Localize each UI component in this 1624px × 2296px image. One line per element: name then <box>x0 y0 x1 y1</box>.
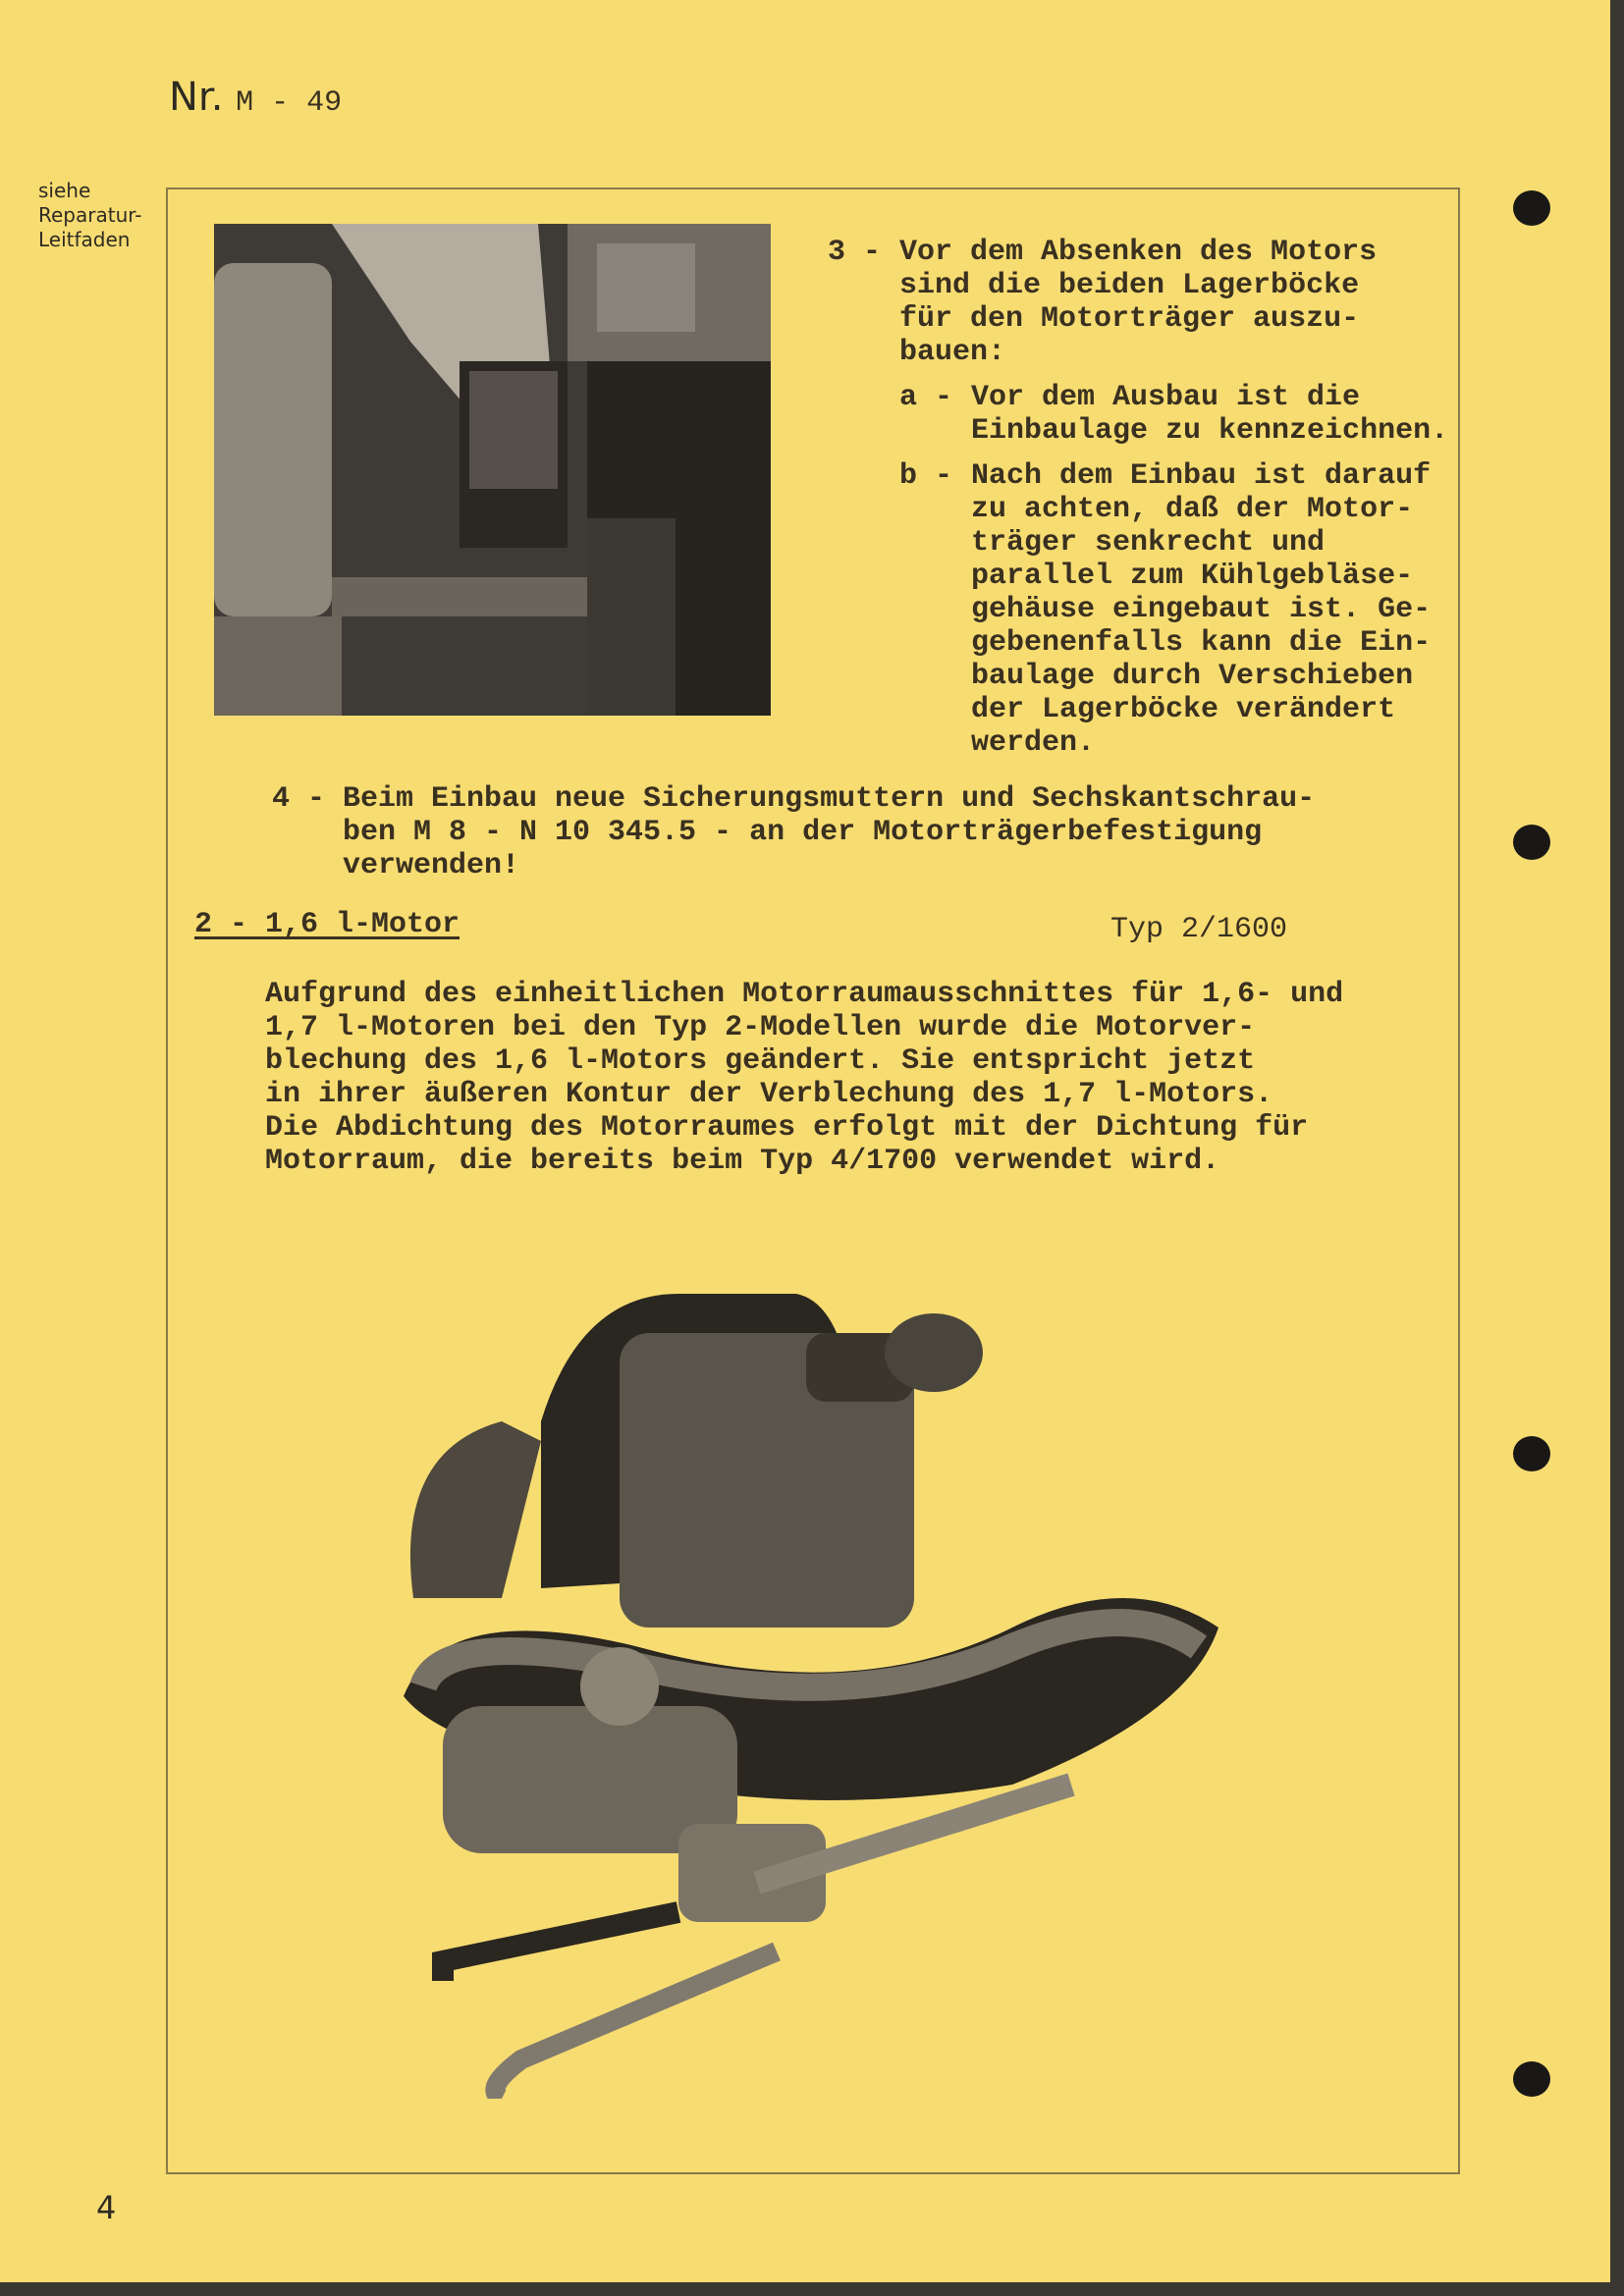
text-line: sind die beiden Lagerböcke <box>899 269 1360 302</box>
text-line: für den Motorträger auszu- <box>899 302 1360 336</box>
text-line: ben M 8 - N 10 345.5 - an der Motorträgerbefestigung <box>343 816 1263 849</box>
section-paragraph <box>265 978 1343 1178</box>
substep-label: a - <box>899 381 953 414</box>
type-label: Typ 2/1600 <box>1110 913 1288 946</box>
text-line: in ihrer äußeren Kontur der Verblechung des 1,7 l-Motors. <box>265 1078 1273 1111</box>
margin-note-line: Reparatur- <box>38 203 142 227</box>
text-line: Motorraum, die bereits beim Typ 4/1700 verwendet wird. <box>265 1145 1220 1178</box>
step-number: 3 - <box>828 236 882 269</box>
text-line: Aufgrund des einheitlichen Motorraumausschnittes für 1,6- und <box>265 978 1344 1011</box>
document-number <box>169 75 342 120</box>
page-number: 4 <box>96 2189 117 2226</box>
margin-note <box>38 179 141 252</box>
text-line: Die Abdichtung des Motorraumes erfolgt mit der Dichtung für <box>265 1111 1309 1145</box>
substep-label: b - <box>899 459 953 493</box>
text-line: Nach dem Einbau ist darauf <box>971 459 1432 493</box>
step-number: 4 - <box>272 782 326 816</box>
nr-label: Nr. <box>169 75 224 120</box>
text-line: Einbaulage zu kennzeichnen. <box>971 414 1449 448</box>
text-line: träger senkrecht und <box>971 526 1326 560</box>
section-heading: 2 - 1,6 l-Motor <box>194 908 460 941</box>
text-line: parallel zum Kühlgebläse- <box>971 560 1414 593</box>
text-line: werden. <box>971 726 1096 760</box>
step-4 <box>272 782 1315 882</box>
punch-hole <box>1513 1436 1550 1471</box>
engine-mount-photo <box>214 224 771 716</box>
text-line: der Lagerböcke verändert <box>971 693 1396 726</box>
margin-note-line: siehe <box>38 179 91 202</box>
nr-value: M - 49 <box>236 86 343 120</box>
text-line: 1,7 l-Motoren bei den Typ 2-Modellen wurde die Motorver- <box>265 1011 1256 1044</box>
text-line: Vor dem Absenken des Motors <box>899 236 1378 269</box>
margin-note-line: Leitfaden <box>38 228 131 251</box>
punch-hole <box>1513 2061 1550 2097</box>
text-line: bauen: <box>899 336 1006 369</box>
text-line: Vor dem Ausbau ist die <box>971 381 1361 414</box>
text-line: gebenenfalls kann die Ein- <box>971 626 1432 660</box>
text-line: gehäuse eingebaut ist. Ge- <box>971 593 1432 626</box>
punch-hole <box>1513 825 1550 860</box>
punch-hole <box>1513 190 1550 226</box>
text-line: verwenden! <box>343 849 520 882</box>
text-line: Beim Einbau neue Sicherungsmuttern und Sechskantschrau- <box>343 782 1316 816</box>
text-line: blechung des 1,6 l-Motors geändert. Sie entspricht jetzt <box>265 1044 1256 1078</box>
engine-photo <box>384 1274 1238 2099</box>
step-3 <box>828 236 1448 760</box>
text-line: zu achten, daß der Motor- <box>971 493 1414 526</box>
text-line: baulage durch Verschieben <box>971 660 1414 693</box>
